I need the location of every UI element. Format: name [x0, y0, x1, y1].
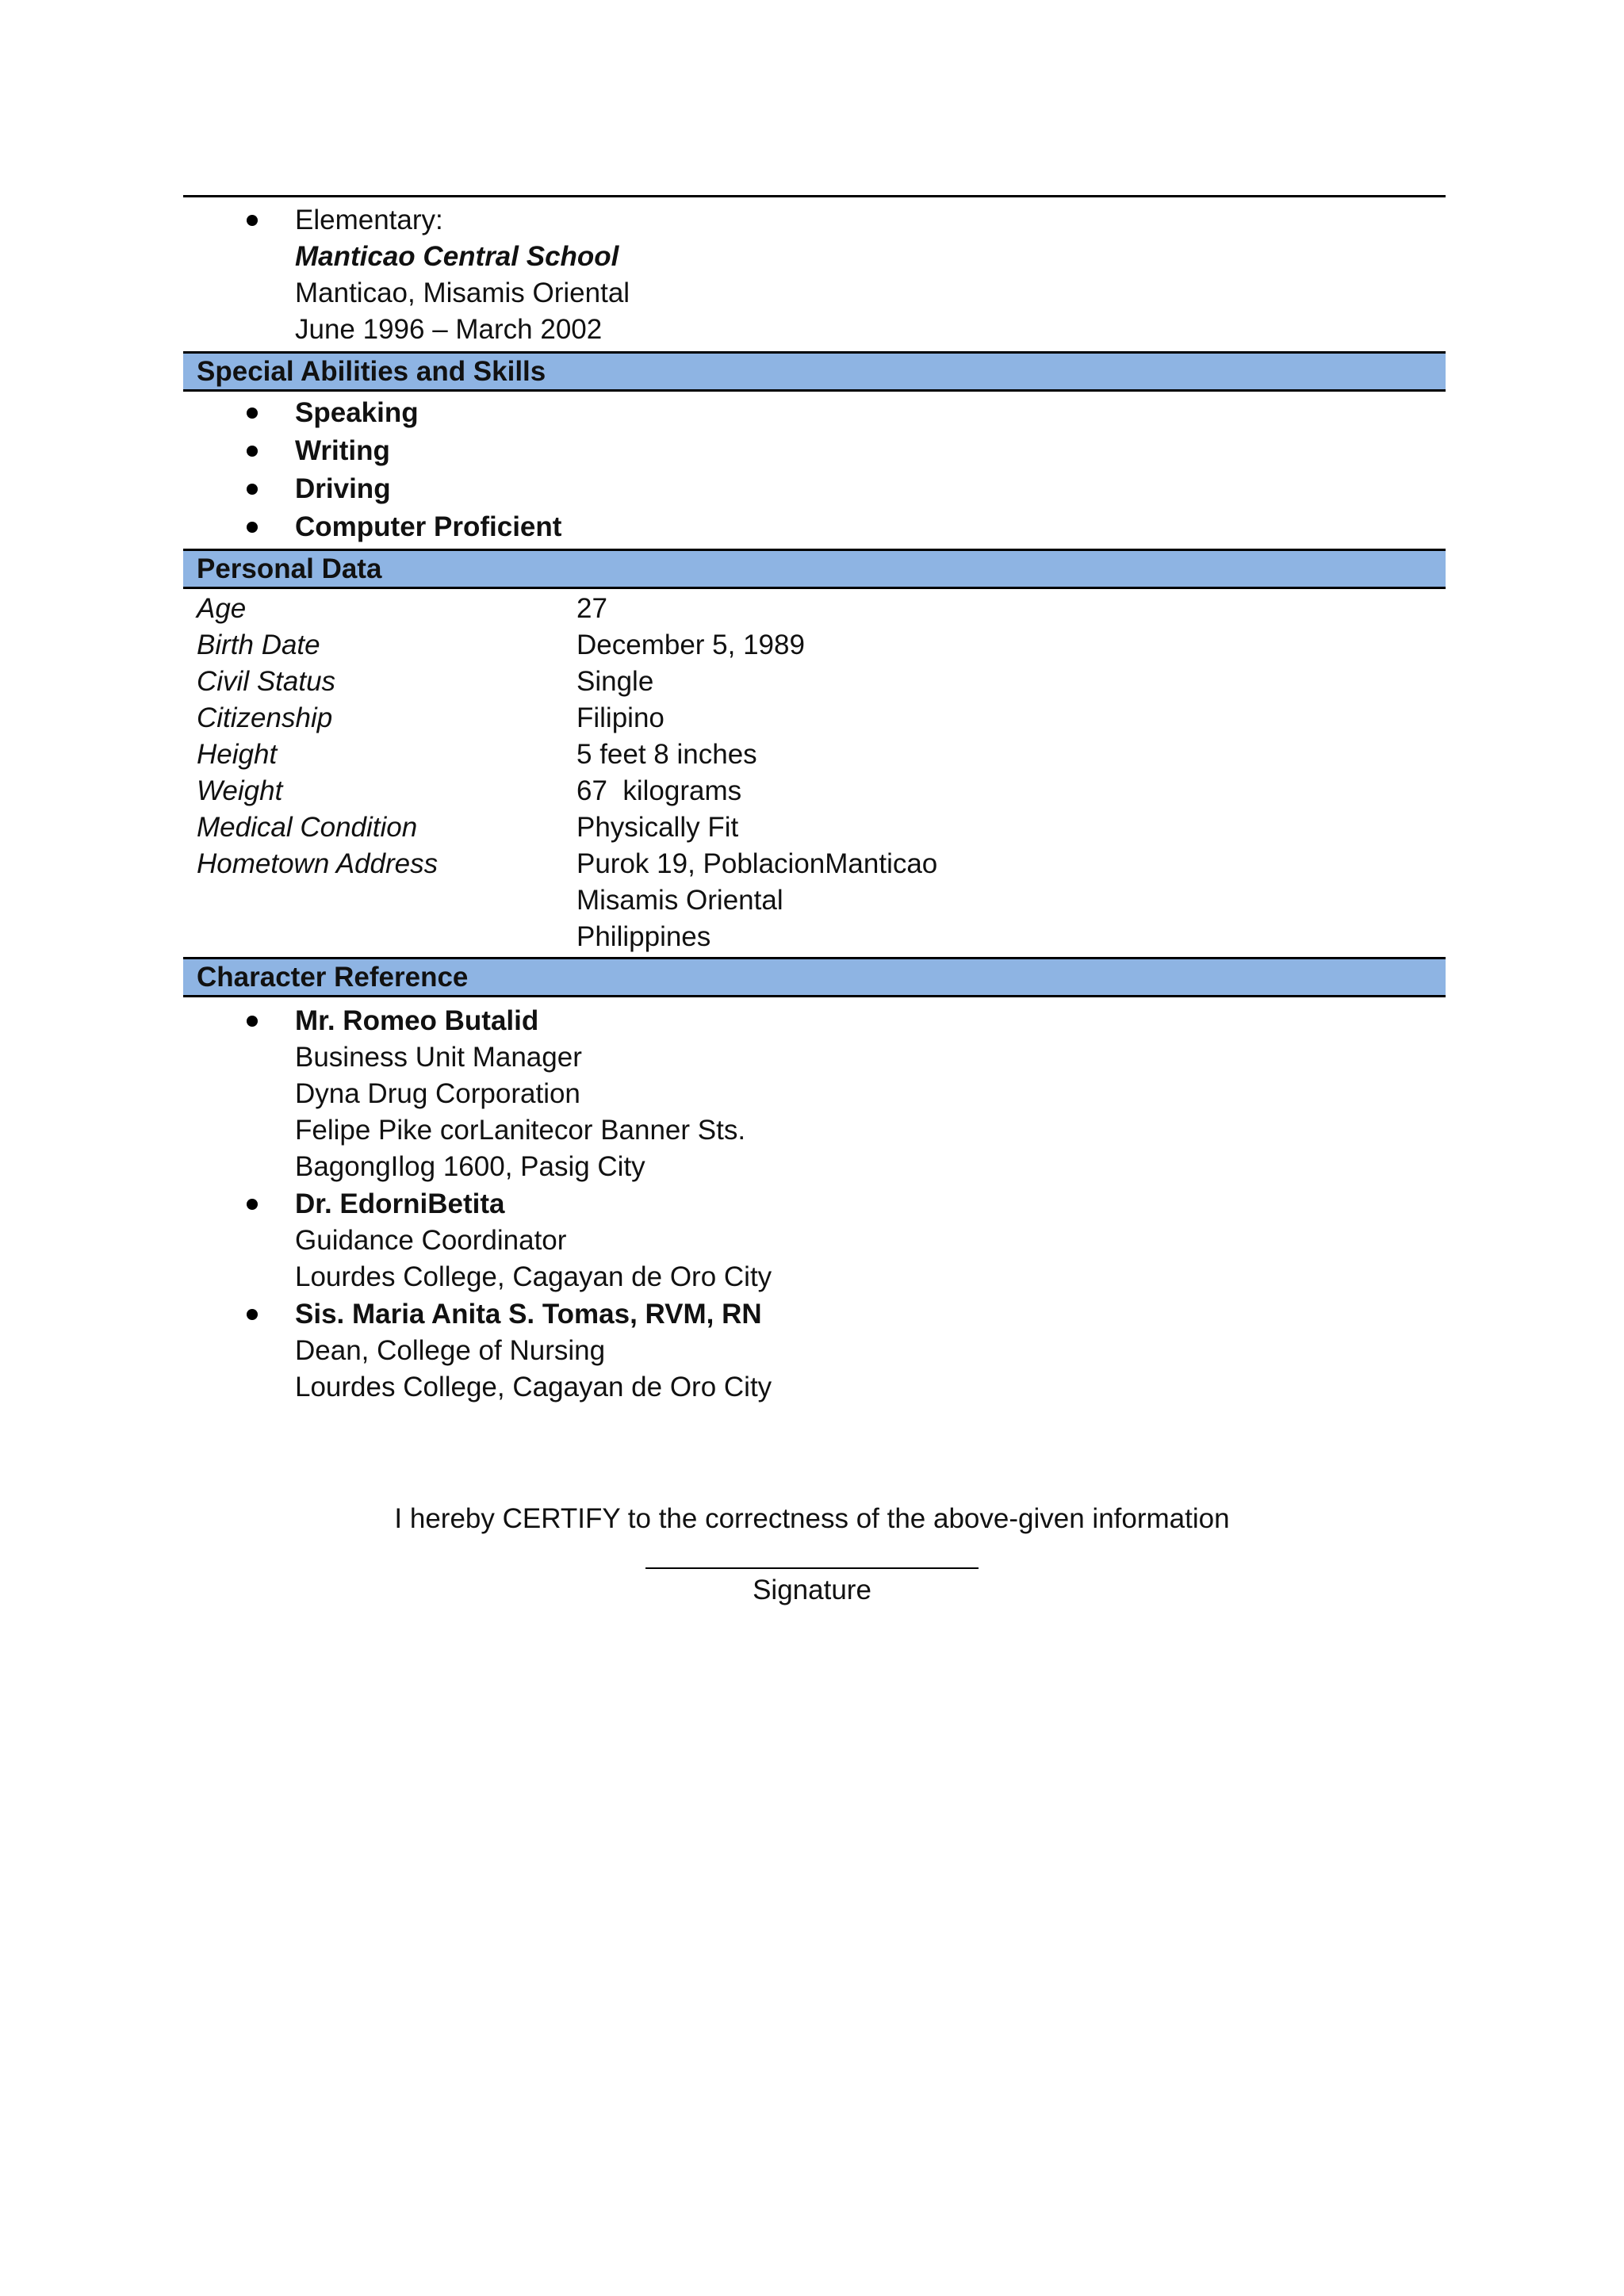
- reference-detail: Lourdes College, Cagayan de Oro City: [295, 1261, 772, 1292]
- education-entry: [183, 197, 1446, 351]
- bullet-icon: [247, 484, 258, 495]
- field-label: [183, 882, 576, 919]
- education-level: Elementary:: [295, 205, 443, 235]
- bullet-icon: [247, 1016, 258, 1027]
- personal-data-row: [183, 846, 1446, 882]
- certification-block: [0, 1501, 1624, 1609]
- field-value: 67 kilograms: [576, 775, 742, 806]
- bullet-icon: [247, 522, 258, 533]
- personal-data-row: [183, 773, 1446, 809]
- resume-content: [183, 195, 1446, 1406]
- school-location: Manticao, Misamis Oriental: [295, 277, 630, 308]
- field-label: Medical Condition: [197, 812, 418, 843]
- personal-data-row: [183, 809, 1446, 846]
- reference-detail: Felipe Pike corLanitecor Banner Sts.: [295, 1115, 746, 1146]
- certification-statement: I hereby CERTIFY to the correctness of the above-given information: [394, 1503, 1230, 1534]
- signature-label: Signature: [753, 1575, 871, 1605]
- skills-list: [183, 392, 1446, 549]
- personal-data-section-header: Personal Data: [183, 549, 1446, 589]
- field-label: Birth Date: [197, 629, 320, 660]
- reference-name: Dr. EdorniBetita: [295, 1188, 505, 1219]
- field-label: Age: [197, 593, 247, 624]
- skill-item: [183, 508, 1446, 546]
- skill-item: [183, 394, 1446, 432]
- skill-label: Driving: [295, 473, 391, 504]
- personal-data-row: [183, 627, 1446, 664]
- field-value: Physically Fit: [576, 812, 739, 843]
- field-value: Purok 19, PoblacionManticao: [576, 848, 938, 879]
- bullet-icon: [247, 408, 258, 419]
- school-name: Manticao Central School: [295, 241, 619, 272]
- reference-list: [183, 997, 1446, 1406]
- reference-detail: Lourdes College, Cagayan de Oro City: [295, 1372, 772, 1402]
- signature-line: [645, 1537, 979, 1569]
- personal-data-row: [183, 882, 1446, 919]
- bullet-icon: [247, 1309, 258, 1320]
- personal-data-row: [183, 591, 1446, 627]
- personal-data-row: [183, 737, 1446, 773]
- skill-label: Computer Proficient: [295, 511, 562, 542]
- skill-item: [183, 432, 1446, 470]
- field-value: Misamis Oriental: [576, 885, 783, 916]
- personal-data-row: [183, 700, 1446, 737]
- skill-label: Writing: [295, 435, 390, 466]
- field-value: 27: [576, 593, 607, 624]
- field-label: Citizenship: [197, 702, 333, 733]
- reference-name: Mr. Romeo Butalid: [295, 1005, 539, 1036]
- field-label: Height: [197, 739, 278, 770]
- reference-detail: Dyna Drug Corporation: [295, 1078, 580, 1109]
- reference-entry: [183, 1002, 1446, 1185]
- bullet-icon: [247, 446, 258, 457]
- reference-name: Sis. Maria Anita S. Tomas, RVM, RN: [295, 1299, 762, 1330]
- field-value: Single: [576, 666, 654, 697]
- school-dates: June 1996 – March 2002: [295, 314, 603, 345]
- skill-label: Speaking: [295, 397, 419, 428]
- field-value: Philippines: [576, 921, 711, 952]
- reference-detail: Business Unit Manager: [295, 1042, 582, 1073]
- reference-detail: BagongIlog 1600, Pasig City: [295, 1151, 645, 1182]
- reference-detail: Dean, College of Nursing: [295, 1335, 606, 1366]
- field-value: December 5, 1989: [576, 629, 805, 660]
- field-label: Weight: [197, 775, 283, 806]
- reference-entry: [183, 1295, 1446, 1406]
- personal-data-row: [183, 664, 1446, 700]
- skill-item: [183, 470, 1446, 508]
- bullet-icon: [247, 215, 258, 226]
- field-label: Civil Status: [197, 666, 336, 697]
- reference-detail: Guidance Coordinator: [295, 1225, 567, 1256]
- character-reference-section-header: Character Reference: [183, 957, 1446, 997]
- field-value: 5 feet 8 inches: [576, 739, 757, 770]
- field-value: Filipino: [576, 702, 665, 733]
- skills-section-header: Special Abilities and Skills: [183, 351, 1446, 392]
- field-label: [183, 919, 576, 955]
- field-label: Hometown Address: [197, 848, 439, 879]
- bullet-icon: [247, 1199, 258, 1210]
- personal-data: [183, 589, 1446, 957]
- reference-entry: [183, 1185, 1446, 1295]
- personal-data-table: [183, 591, 1446, 955]
- personal-data-row: [183, 919, 1446, 955]
